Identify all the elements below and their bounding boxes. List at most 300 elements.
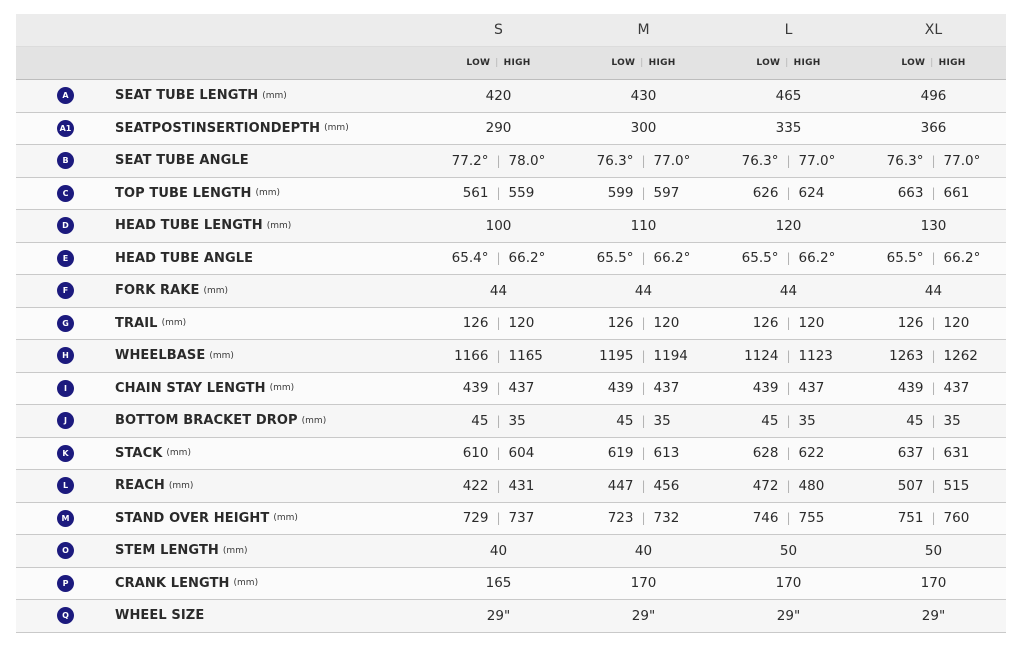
badge-cell [16, 210, 115, 242]
high-value: 66.2° [943, 250, 981, 267]
single-value: 120 [775, 217, 802, 234]
value-divider: | [931, 511, 936, 526]
value-divider: | [931, 316, 936, 331]
single-value: 44 [779, 282, 798, 299]
measurement-label-cell [115, 535, 426, 567]
measurement-unit: (mm) [222, 545, 248, 556]
value-cell [716, 470, 861, 502]
value-divider: | [786, 316, 791, 331]
single-value: 290 [485, 120, 512, 137]
single-value: 44 [489, 282, 508, 299]
high-value: 631 [943, 445, 970, 462]
value-cell [861, 568, 1006, 600]
value-cell [426, 275, 571, 307]
low-value: 599 [607, 185, 634, 202]
value-divider: | [496, 316, 501, 331]
low-value: 439 [752, 380, 779, 397]
value-cell [426, 405, 571, 437]
value-divider: | [931, 153, 936, 168]
value-divider: | [931, 381, 936, 396]
low-high-header [716, 47, 861, 79]
single-value: 496 [920, 87, 947, 104]
value-cell [861, 80, 1006, 112]
single-value: 50 [924, 542, 943, 559]
single-value: 100 [485, 217, 512, 234]
measurement-label: STAND OVER HEIGHT [115, 510, 270, 526]
value-cell [861, 535, 1006, 567]
value-divider: | [931, 446, 936, 461]
high-value: 77.0° [653, 152, 691, 169]
value-cell [716, 178, 861, 210]
value-divider: | [496, 348, 501, 363]
low-value: 65.5° [596, 250, 634, 267]
measurement-badge: K [57, 445, 74, 462]
size-header-m: M [637, 22, 650, 38]
measurement-label: TRAIL [115, 315, 158, 331]
value-cell [716, 503, 861, 535]
single-value: 465 [775, 87, 802, 104]
high-value: 597 [653, 185, 680, 202]
high-value: 35 [653, 412, 671, 429]
value-cell [426, 568, 571, 600]
value-cell [426, 113, 571, 145]
value-cell [426, 600, 571, 632]
low-value: 45 [761, 412, 779, 429]
value-cell [861, 210, 1006, 242]
single-value: 165 [485, 575, 512, 592]
single-value: 44 [924, 282, 943, 299]
value-cell [426, 470, 571, 502]
measurement-unit: (mm) [166, 448, 191, 459]
value-cell [861, 243, 1006, 275]
value-divider: | [496, 381, 501, 396]
value-cell [426, 535, 571, 567]
single-value: 40 [634, 542, 653, 559]
value-divider: | [786, 478, 791, 493]
high-value: 78.0° [508, 152, 546, 169]
high-value: 437 [943, 380, 970, 397]
measurement-badge: H [57, 347, 74, 364]
value-divider: | [496, 511, 501, 526]
high-value: 480 [798, 477, 825, 494]
value-cell [426, 438, 571, 470]
value-cell [716, 600, 861, 632]
value-divider: | [786, 348, 791, 363]
low-value: 126 [462, 315, 489, 332]
table-row [16, 405, 1006, 438]
low-value: 507 [897, 477, 924, 494]
measurement-label: CHAIN STAY LENGTH [115, 380, 266, 396]
high-value: 661 [943, 185, 970, 202]
measurement-label-cell [115, 340, 426, 372]
measurement-label: FORK RAKE [115, 283, 200, 299]
high-value: 120 [943, 315, 970, 332]
low-value: 472 [752, 477, 779, 494]
value-cell [716, 308, 861, 340]
measurement-badge: I [57, 380, 74, 397]
badge-cell [16, 535, 115, 567]
size-header-row [16, 14, 1006, 47]
single-value: 29" [776, 607, 801, 624]
measurement-badge: F [57, 282, 74, 299]
measurement-label-cell [115, 178, 426, 210]
value-cell [716, 145, 861, 177]
value-cell [571, 535, 716, 567]
measurement-label-cell [115, 145, 426, 177]
low-high-divider: | [785, 58, 789, 68]
measurement-unit: (mm) [269, 383, 295, 394]
value-cell [426, 373, 571, 405]
badge-cell [16, 373, 115, 405]
value-cell [571, 438, 716, 470]
badge-cell [16, 600, 115, 632]
measurement-label: WHEEL SIZE [115, 608, 205, 624]
high-value: 1194 [653, 347, 688, 364]
measurement-label-cell [115, 373, 426, 405]
measurement-label: HEAD TUBE LENGTH [115, 218, 263, 234]
measurement-label: STACK [115, 445, 163, 461]
value-cell [861, 373, 1006, 405]
value-cell [426, 80, 571, 112]
value-divider: | [931, 186, 936, 201]
value-cell [716, 568, 861, 600]
value-cell [426, 210, 571, 242]
value-divider: | [931, 478, 936, 493]
high-value: 35 [508, 412, 526, 429]
single-value: 430 [630, 87, 657, 104]
value-cell [716, 438, 861, 470]
low-high-divider: | [930, 58, 934, 68]
value-cell [861, 308, 1006, 340]
value-divider: | [786, 153, 791, 168]
high-value: 732 [653, 510, 680, 527]
value-cell [716, 113, 861, 145]
low-label: LOW [756, 58, 781, 68]
badge-cell [16, 275, 115, 307]
measurement-label: TOP TUBE LENGTH [115, 185, 252, 201]
value-cell [861, 600, 1006, 632]
value-cell [571, 470, 716, 502]
value-cell [426, 340, 571, 372]
low-high-header [571, 47, 716, 79]
value-divider: | [641, 186, 646, 201]
high-value: 755 [798, 510, 825, 527]
value-cell [571, 145, 716, 177]
measurement-unit: (mm) [266, 220, 292, 231]
measurement-label-cell [115, 503, 426, 535]
measurement-label: SEAT TUBE ANGLE [115, 153, 249, 169]
value-cell [571, 275, 716, 307]
measurement-label-cell [115, 113, 426, 145]
measurement-label-cell [115, 568, 426, 600]
low-high-header [426, 47, 571, 79]
high-value: 622 [798, 445, 825, 462]
low-value: 45 [616, 412, 634, 429]
high-label: HIGH [503, 58, 531, 68]
high-value: 760 [943, 510, 970, 527]
high-value: 120 [653, 315, 680, 332]
low-value: 45 [471, 412, 489, 429]
table-row [16, 600, 1006, 633]
low-value: 619 [607, 445, 634, 462]
measurement-badge: G [57, 315, 74, 332]
value-divider: | [496, 186, 501, 201]
low-value: 65.5° [886, 250, 924, 267]
high-value: 66.2° [653, 250, 691, 267]
low-value: 126 [752, 315, 779, 332]
single-value: 44 [634, 282, 653, 299]
low-value: 77.2° [451, 152, 489, 169]
table-row [16, 210, 1006, 243]
measurement-label: WHEELBASE [115, 348, 206, 364]
low-high-divider: | [495, 58, 499, 68]
low-value: 626 [752, 185, 779, 202]
low-high-header [861, 47, 1006, 79]
measurement-unit: (mm) [255, 188, 281, 199]
high-value: 613 [653, 445, 680, 462]
value-cell [861, 113, 1006, 145]
high-value: 1123 [798, 347, 833, 364]
low-value: 76.3° [596, 152, 634, 169]
value-cell [571, 600, 716, 632]
single-value: 29" [486, 607, 511, 624]
value-divider: | [641, 153, 646, 168]
value-cell [716, 80, 861, 112]
high-value: 437 [798, 380, 825, 397]
table-row [16, 308, 1006, 341]
value-cell [571, 243, 716, 275]
value-cell [716, 373, 861, 405]
value-divider: | [641, 348, 646, 363]
high-value: 431 [508, 477, 535, 494]
low-value: 561 [462, 185, 489, 202]
measurement-badge: J [57, 412, 74, 429]
value-cell [571, 210, 716, 242]
low-value: 610 [462, 445, 489, 462]
single-value: 170 [775, 575, 802, 592]
single-value: 170 [630, 575, 657, 592]
measurement-label: BOTTOM BRACKET DROP [115, 413, 298, 429]
badge-cell [16, 178, 115, 210]
value-cell [571, 503, 716, 535]
high-value: 120 [798, 315, 825, 332]
value-cell [716, 535, 861, 567]
measurement-unit: (mm) [203, 285, 229, 296]
value-cell [571, 405, 716, 437]
value-divider: | [641, 446, 646, 461]
measurement-badge: A [57, 87, 74, 104]
measurement-label-cell [115, 80, 426, 112]
low-value: 723 [607, 510, 634, 527]
single-value: 40 [489, 542, 508, 559]
value-cell [861, 178, 1006, 210]
low-value: 1263 [889, 347, 924, 364]
value-divider: | [641, 413, 646, 428]
badge-cell [16, 308, 115, 340]
low-value: 126 [607, 315, 634, 332]
value-cell [426, 178, 571, 210]
low-value: 439 [607, 380, 634, 397]
badge-cell [16, 80, 115, 112]
single-value: 300 [630, 120, 657, 137]
value-cell [426, 308, 571, 340]
value-cell [571, 80, 716, 112]
value-cell [716, 340, 861, 372]
measurement-label-cell [115, 210, 426, 242]
badge-cell [16, 503, 115, 535]
measurement-badge: L [57, 477, 74, 494]
low-value: 1166 [454, 347, 489, 364]
measurement-badge: O [57, 542, 74, 559]
low-label: LOW [901, 58, 926, 68]
high-value: 437 [508, 380, 535, 397]
size-header-xl: XL [924, 22, 943, 38]
low-value: 65.5° [741, 250, 779, 267]
value-divider: | [641, 251, 646, 266]
measurement-badge: M [57, 510, 74, 527]
size-header-s: S [494, 22, 503, 38]
badge-cell [16, 145, 115, 177]
measurement-badge: A1 [57, 120, 74, 137]
badge-cell [16, 568, 115, 600]
measurement-badge: Q [57, 607, 74, 624]
measurement-unit: (mm) [209, 350, 234, 361]
value-divider: | [786, 251, 791, 266]
measurement-unit: (mm) [273, 513, 298, 524]
value-cell [426, 503, 571, 535]
header-spacer [16, 14, 426, 46]
value-cell [861, 438, 1006, 470]
low-value: 663 [897, 185, 924, 202]
high-value: 559 [508, 185, 535, 202]
geometry-rows [16, 80, 1006, 633]
low-label: LOW [611, 58, 636, 68]
value-divider: | [786, 446, 791, 461]
measurement-label: REACH [115, 478, 165, 494]
table-row [16, 340, 1006, 373]
badge-cell [16, 438, 115, 470]
high-value: 77.0° [798, 152, 836, 169]
low-value: 637 [897, 445, 924, 462]
low-value: 45 [906, 412, 924, 429]
table-row [16, 113, 1006, 146]
badge-cell [16, 340, 115, 372]
badge-cell [16, 243, 115, 275]
measurement-unit: (mm) [262, 90, 287, 101]
badge-cell [16, 405, 115, 437]
high-value: 35 [798, 412, 816, 429]
table-row [16, 503, 1006, 536]
subheader-spacer [16, 47, 426, 79]
measurement-unit: (mm) [324, 123, 349, 134]
value-divider: | [931, 251, 936, 266]
single-value: 366 [920, 120, 947, 137]
badge-cell [16, 113, 115, 145]
low-value: 126 [897, 315, 924, 332]
low-value: 76.3° [886, 152, 924, 169]
value-divider: | [786, 186, 791, 201]
value-divider: | [496, 413, 501, 428]
high-value: 1262 [943, 347, 978, 364]
value-divider: | [496, 446, 501, 461]
table-row [16, 275, 1006, 308]
low-value: 746 [752, 510, 779, 527]
measurement-label-cell [115, 243, 426, 275]
value-divider: | [496, 153, 501, 168]
measurement-unit: (mm) [161, 318, 187, 329]
measurement-label-cell [115, 308, 426, 340]
low-value: 628 [752, 445, 779, 462]
table-row [16, 178, 1006, 211]
table-row [16, 470, 1006, 503]
value-cell [861, 145, 1006, 177]
low-value: 1124 [744, 347, 779, 364]
single-value: 29" [631, 607, 656, 624]
high-label: HIGH [793, 58, 821, 68]
value-cell [571, 340, 716, 372]
high-value: 1165 [508, 347, 543, 364]
low-high-divider: | [640, 58, 644, 68]
value-cell [861, 405, 1006, 437]
measurement-label-cell [115, 470, 426, 502]
single-value: 50 [779, 542, 798, 559]
size-header-l: L [784, 22, 793, 38]
value-cell [861, 275, 1006, 307]
table-row [16, 145, 1006, 178]
measurement-badge: D [57, 217, 74, 234]
high-value: 515 [943, 477, 970, 494]
high-label: HIGH [648, 58, 676, 68]
high-value: 737 [508, 510, 535, 527]
value-cell [716, 210, 861, 242]
measurement-label-cell [115, 438, 426, 470]
geometry-table [16, 14, 1006, 633]
low-value: 439 [897, 380, 924, 397]
high-value: 66.2° [508, 250, 546, 267]
value-divider: | [641, 316, 646, 331]
high-value: 35 [943, 412, 961, 429]
low-value: 729 [462, 510, 489, 527]
value-divider: | [786, 511, 791, 526]
measurement-label-cell [115, 275, 426, 307]
table-row [16, 80, 1006, 113]
value-cell [861, 503, 1006, 535]
measurement-label: SEATPOSTINSERTIONDEPTH [115, 120, 321, 136]
measurement-badge: E [57, 250, 74, 267]
table-row [16, 243, 1006, 276]
high-value: 120 [508, 315, 535, 332]
measurement-badge: B [57, 152, 74, 169]
measurement-label: STEM LENGTH [115, 543, 219, 559]
table-row [16, 568, 1006, 601]
table-row [16, 438, 1006, 471]
high-label: HIGH [938, 58, 966, 68]
single-value: 335 [775, 120, 802, 137]
measurement-label-cell [115, 600, 426, 632]
measurement-badge: P [57, 575, 74, 592]
high-value: 624 [798, 185, 825, 202]
low-label: LOW [466, 58, 491, 68]
value-divider: | [641, 381, 646, 396]
value-divider: | [786, 413, 791, 428]
value-divider: | [496, 251, 501, 266]
high-value: 66.2° [798, 250, 836, 267]
low-value: 76.3° [741, 152, 779, 169]
measurement-unit: (mm) [168, 480, 194, 491]
measurement-label-cell [115, 405, 426, 437]
measurement-label: HEAD TUBE ANGLE [115, 250, 254, 266]
value-cell [426, 145, 571, 177]
